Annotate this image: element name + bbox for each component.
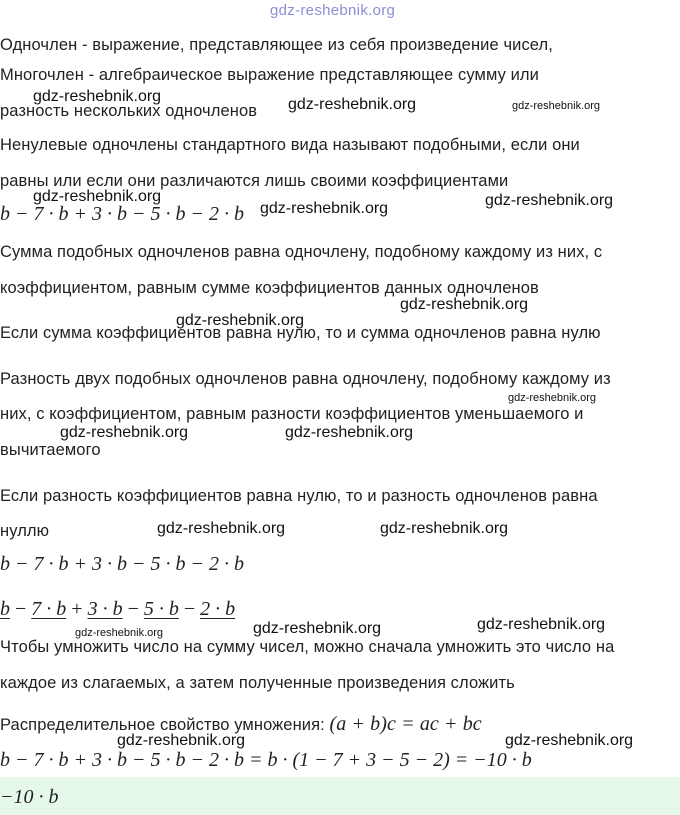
paragraph-sum-rule-1: Сумма подобных одночленов равна одночлену, подобному каждому из них, с — [0, 243, 603, 261]
answer-expression: −10 · b — [0, 786, 59, 808]
operator-plus: + — [66, 598, 88, 620]
operator-minus: − — [178, 598, 201, 620]
watermark: gdz-reshebnik.org — [485, 192, 614, 209]
watermark: gdz-reshebnik.org — [75, 627, 164, 639]
watermark: gdz-reshebnik.org — [253, 620, 382, 637]
paragraph-sum-rule-2: коэффициентом, равным сумме коэффициентов данных одночленов — [0, 279, 539, 297]
watermark: gdz-reshebnik.org — [60, 424, 189, 441]
paragraph-monomial-definition: Одночлен - выражение, представляющее из себя произведение чисел, — [0, 36, 553, 54]
watermark: gdz-reshebnik.org — [33, 188, 162, 205]
watermark: gdz-reshebnik.org — [512, 100, 601, 112]
paragraph-polynomial-definition-1: Многочлен - алгебраическое выражение представляющее сумму или — [0, 66, 539, 84]
watermark: gdz-reshebnik.org — [505, 732, 634, 749]
paragraph-difference-rule-1: Разность двух подобных одночленов равна одночлену, подобному каждому из — [0, 370, 611, 388]
underlined-term-3b: 3 · b — [87, 598, 123, 620]
solution-expression: b − 7 · b + 3 · b − 5 · b − 2 · b = b · (1 − 7 + 3 − 5 − 2) = −10 · b — [0, 749, 532, 771]
distributive-formula: (a + b)c = ac + bc — [329, 713, 482, 735]
watermark: gdz-reshebnik.org — [400, 296, 529, 313]
expression-repeat: b − 7 · b + 3 · b − 5 · b − 2 · b — [0, 553, 244, 575]
underlined-term-5b: 5 · b — [143, 598, 179, 620]
watermark-header[interactable]: gdz-reshebnik.org — [270, 2, 396, 19]
underlined-term-7b: 7 · b — [31, 598, 67, 620]
expression-original: b − 7 · b + 3 · b − 5 · b − 2 · b — [0, 203, 244, 225]
answer-box — [0, 777, 680, 815]
watermark: gdz-reshebnik.org — [508, 392, 597, 404]
paragraph-similar-monomials-1: Ненулевые одночлены стандартного вида называют подобными, если они — [0, 136, 580, 154]
underlined-term-b: b — [0, 598, 10, 620]
watermark: gdz-reshebnik.org — [477, 616, 606, 633]
watermark: gdz-reshebnik.org — [117, 732, 246, 749]
watermark: gdz-reshebnik.org — [288, 96, 417, 113]
paragraph-polynomial-definition-2: разность нескольких одночленов — [0, 102, 258, 120]
watermark: gdz-reshebnik.org — [380, 520, 509, 537]
watermark: gdz-reshebnik.org — [260, 200, 389, 217]
paragraph-difference-zero-2: нуллю — [0, 522, 50, 540]
paragraph-similar-monomials-2: равны или если они различаются лишь своими коэффициентами — [0, 172, 509, 190]
watermark: gdz-reshebnik.org — [285, 424, 414, 441]
paragraph-difference-rule-3: вычитаемого — [0, 441, 101, 459]
paragraph-difference-zero-1: Если разность коэффициентов равна нулю, то и разность одночленов равна — [0, 487, 598, 505]
paragraph-difference-rule-2: них, с коэффициентом, равным разности коэффициентов уменьшаемого и — [0, 405, 584, 423]
distributive-label: Распределительное свойство умножения: — [0, 716, 325, 734]
underlined-term-2b: 2 · b — [200, 598, 236, 620]
watermark: gdz-reshebnik.org — [176, 312, 305, 329]
operator-minus: − — [10, 598, 32, 620]
paragraph-multiplication-rule-1: Чтобы умножить число на сумму чисел, можно сначала умножить это число на — [0, 638, 615, 656]
expression-underlined — [0, 597, 235, 621]
watermark: gdz-reshebnik.org — [157, 520, 286, 537]
paragraph-multiplication-rule-2: каждое из слагаемых, а затем полученные произведения сложить — [0, 674, 515, 692]
watermark: gdz-reshebnik.org — [33, 88, 162, 105]
paragraph-sum-zero: Если сумма коэффициентов равна нулю, то и сумма одночленов равна нулю — [0, 324, 601, 342]
operator-minus: − — [122, 598, 144, 620]
